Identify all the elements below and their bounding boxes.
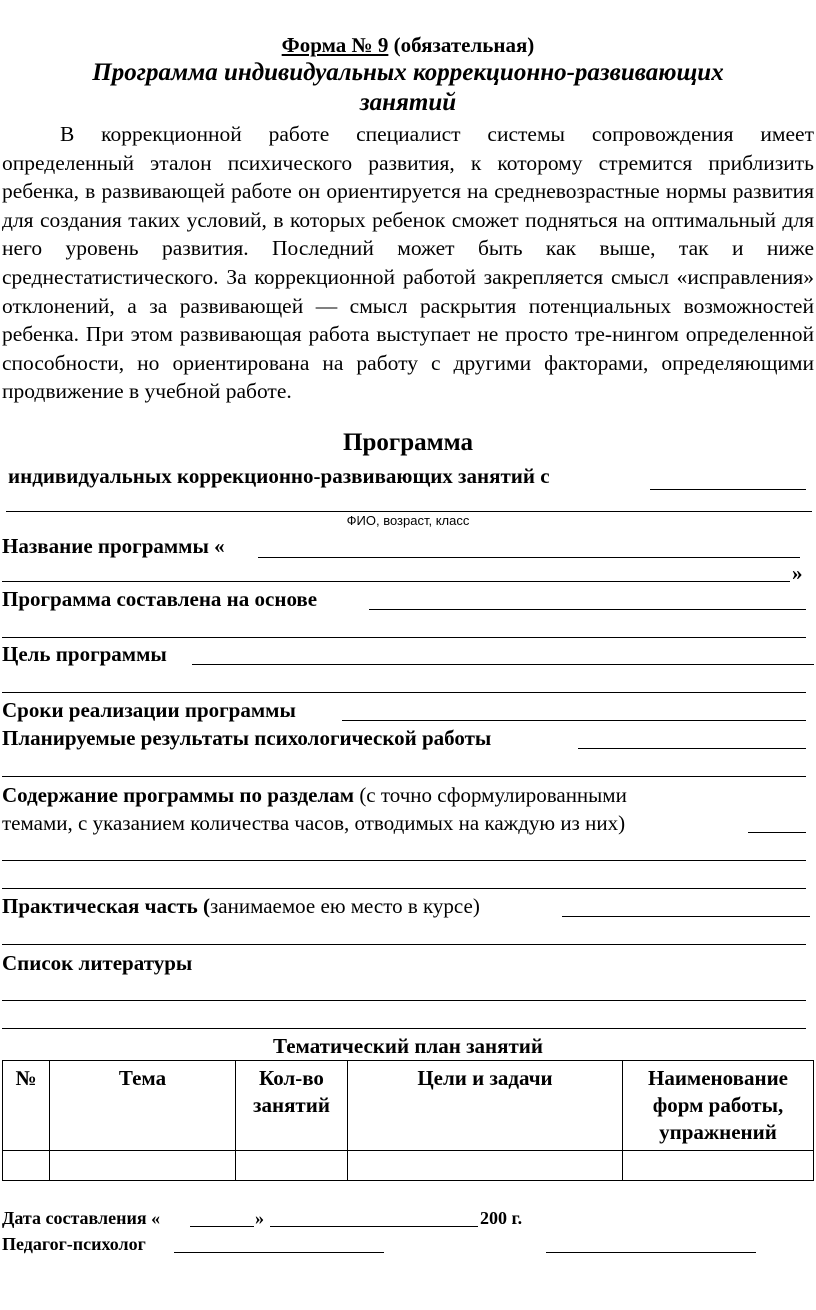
plan-col-count: Кол-во занятий xyxy=(236,1061,348,1151)
psychologist-signature-line[interactable] xyxy=(174,1252,384,1253)
date-day-line[interactable] xyxy=(190,1226,254,1227)
plan-cell-number[interactable] xyxy=(3,1151,50,1181)
plan-col-goals: Цели и задачи xyxy=(348,1061,623,1151)
program-name-line-2[interactable] xyxy=(2,581,790,582)
program-terms-label: Сроки реализации программы xyxy=(2,698,296,722)
program-terms-line[interactable] xyxy=(342,720,806,721)
program-content-label: Содержание программы по разделам xyxy=(2,783,355,807)
plan-col-forms: Наименование форм работы, упражнений xyxy=(623,1061,814,1151)
program-basis-line-2[interactable] xyxy=(2,637,806,638)
program-results-label: Планируемые результаты психологической работы xyxy=(2,726,492,750)
program-name-line[interactable] xyxy=(258,557,800,558)
child-name-line-2[interactable] xyxy=(6,511,812,512)
date-mid: » xyxy=(255,1208,264,1228)
program-practical-line-2[interactable] xyxy=(2,944,806,945)
program-results-line[interactable] xyxy=(578,748,806,749)
form-number-line xyxy=(0,33,816,58)
plan-cell-count[interactable] xyxy=(236,1151,348,1181)
program-practical-note: занимаемое ею место в курсе) xyxy=(210,894,480,918)
plan-cell-forms[interactable] xyxy=(623,1151,814,1181)
plan-col-number: № xyxy=(3,1061,50,1151)
literature-line-2[interactable] xyxy=(2,1028,806,1029)
program-content-line-3[interactable] xyxy=(2,888,806,889)
program-practical-block xyxy=(2,894,480,919)
program-content-note-2: темами, с указанием количества часов, отводимых на каждую из них) xyxy=(2,811,626,835)
program-practical-line[interactable] xyxy=(562,916,810,917)
date-label: Дата составления « xyxy=(2,1208,161,1228)
program-practical-label: Практическая часть ( xyxy=(2,894,210,918)
literature-line-1[interactable] xyxy=(2,1000,806,1001)
form-number: Форма № 9 xyxy=(281,33,389,57)
plan-col-topic: Тема xyxy=(50,1061,236,1151)
plan-table-header-row xyxy=(3,1061,814,1151)
program-goal-line-2[interactable] xyxy=(2,692,806,693)
plan-cell-goals[interactable] xyxy=(348,1151,623,1181)
program-name-close: » xyxy=(792,561,803,585)
doc-title-line1: Программа индивидуальных коррекционно-развивающих xyxy=(92,59,724,86)
program-name-label: Название программы « xyxy=(2,534,225,558)
plan-table xyxy=(2,1060,814,1181)
doc-title xyxy=(0,58,816,118)
program-heading: Программа xyxy=(343,429,473,456)
program-goal-label: Цель программы xyxy=(2,642,167,666)
program-basis-label: Программа составлена на основе xyxy=(2,587,318,611)
psychologist-name-line[interactable] xyxy=(546,1252,756,1253)
program-content-line-2[interactable] xyxy=(2,860,806,861)
program-goal-line[interactable] xyxy=(192,664,814,665)
intro-paragraph: В коррекционной работе специалист системы сопровождения имеет определенный эталон психического развития, к которому стремится приблизить ребенка, в развивающей работе он ориентируется на средневозрастные нормы развития для создания таких условий, в которых ребенок сможет подняться на оптимальный для него уровень развития. Последний может быть как выше, так и ниже среднестатистического. За коррекционной работой закрепляется смысл «исправления» отклонений, а за развивающей — смысл раскрытия потенциальных возможностей ребенка. При этом развивающая работа выступает не просто тре-нингом определенной способности, но ориентирована на работу с другими факторами, определяющими продвижение в учебной работе. xyxy=(2,122,814,404)
plan-table-row xyxy=(3,1151,814,1181)
plan-table-title: Тематический план занятий xyxy=(273,1034,543,1058)
form-note: (обязательная) xyxy=(393,33,535,57)
program-results-line-2[interactable] xyxy=(2,776,806,777)
program-content-block xyxy=(2,781,627,837)
program-subheading: индивидуальных коррекционно-развивающих занятий с xyxy=(8,464,550,488)
program-content-note-1: (с точно сформулированными xyxy=(359,783,627,807)
program-content-line[interactable] xyxy=(748,832,806,833)
date-month-line[interactable] xyxy=(270,1226,478,1227)
date-year: 200 г. xyxy=(480,1208,523,1228)
doc-title-line2: занятий xyxy=(359,89,457,116)
plan-cell-topic[interactable] xyxy=(50,1151,236,1181)
literature-label: Список литературы xyxy=(2,951,193,975)
psychologist-label: Педагог-психолог xyxy=(2,1234,146,1254)
fio-caption: ФИО, возраст, класс xyxy=(346,513,470,528)
program-basis-line[interactable] xyxy=(369,609,806,610)
child-name-line[interactable] xyxy=(650,489,806,490)
